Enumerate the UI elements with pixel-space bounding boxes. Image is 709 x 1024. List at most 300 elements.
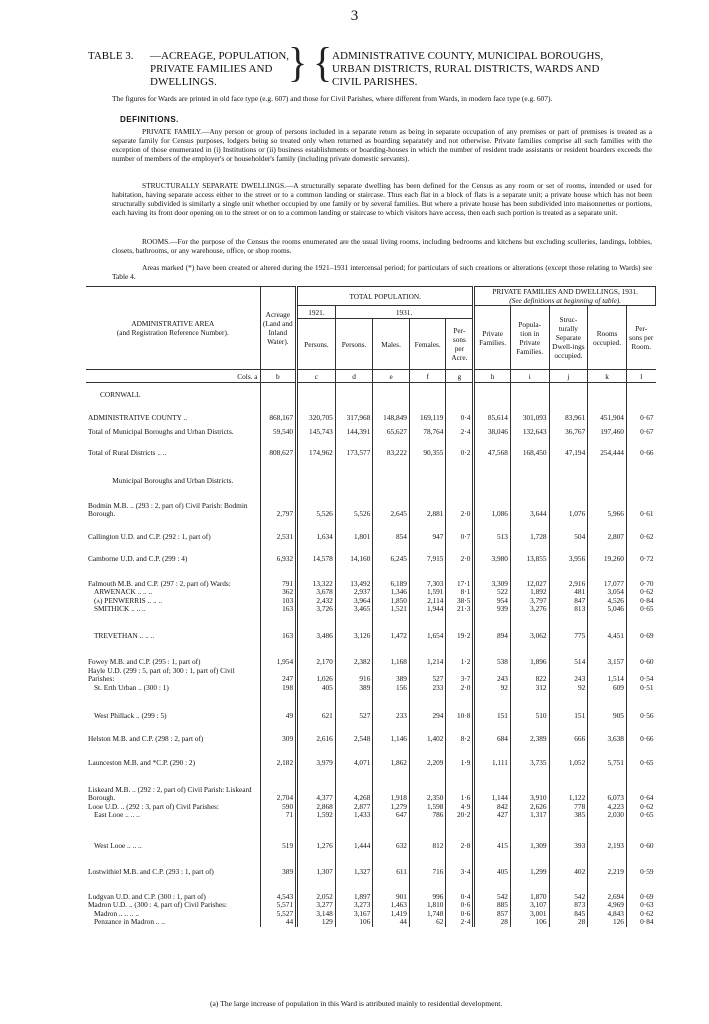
table-cell: 163	[260, 605, 297, 614]
table-cell: 2,193	[588, 820, 627, 851]
table-cell: 3,157	[588, 640, 627, 667]
table-cell: 3,126	[335, 614, 373, 641]
table-cell: 243	[474, 667, 511, 684]
table-cell: 90,355	[409, 437, 446, 458]
table-row	[86, 605, 656, 614]
table-cell: 1,748	[409, 910, 446, 919]
table-cell: 3,001	[510, 910, 549, 919]
table-row	[86, 877, 656, 902]
table-cell: 3·4	[446, 850, 474, 877]
table-body	[86, 383, 656, 927]
table-cell: 0·62	[626, 803, 655, 812]
table-cell: 427	[474, 811, 511, 820]
header-persons-per-acre: Per-sons per Acre.	[446, 319, 474, 370]
table-cell	[474, 383, 511, 400]
table-cell: 44	[260, 918, 297, 927]
table-cell: 389	[373, 667, 410, 684]
table-cell: 320,705	[297, 400, 336, 423]
table-row	[86, 768, 656, 803]
brace-close: }	[288, 38, 308, 87]
table-cell: 2,209	[409, 743, 446, 768]
column-letter: h	[474, 370, 511, 383]
column-letter: f	[409, 370, 446, 383]
table-cell: 3,062	[510, 614, 549, 641]
table-row	[86, 486, 656, 519]
table-cell: 3,054	[588, 588, 627, 597]
table-cell: 2,807	[588, 519, 627, 542]
table-cell: 1,592	[297, 811, 336, 820]
table-cell: 939	[474, 605, 511, 614]
table-cell: 1,728	[510, 519, 549, 542]
table-cell: 3,735	[510, 743, 549, 768]
table-cell: 393	[549, 820, 588, 851]
table-cell: 13,855	[510, 541, 549, 564]
table-cell: 0·6	[446, 901, 474, 910]
table-row	[86, 400, 656, 423]
table-cell: 12,027	[510, 564, 549, 589]
table-cell: 6,932	[260, 541, 297, 564]
table-cell: 6,073	[588, 768, 627, 803]
header-private-families: Private Families.	[474, 306, 511, 370]
table-cell: 1,654	[409, 614, 446, 641]
table-cell: 1,954	[260, 640, 297, 667]
title-right-line: ADMINISTRATIVE COUNTY, MUNICIPAL BOROUGHS,	[332, 50, 604, 62]
row-label: Launceston M.B. and *C.P. (290 : 2)	[88, 758, 196, 767]
row-label: Madron .. .. .. ..	[94, 908, 139, 918]
table-cell: 3,277	[297, 901, 336, 910]
table-cell: 78,764	[409, 422, 446, 437]
table-cell: 3,956	[549, 541, 588, 564]
table-cell: 389	[335, 684, 373, 693]
table-cell: 1,598	[409, 803, 446, 812]
table-cell: 1,801	[335, 519, 373, 542]
table-cell: 1,346	[373, 588, 410, 597]
header-1921: 1921.	[297, 306, 336, 319]
table-cell: 791	[260, 564, 297, 589]
table-cell: 2,382	[335, 640, 373, 667]
table-cell: 2·4	[446, 918, 474, 927]
table-cell: 1,144	[474, 768, 511, 803]
table-cell: 4,969	[588, 901, 627, 910]
definition-rooms: ROOMS.—For the purpose of the Census the rooms enumerated are the usual living rooms, including bedrooms and kitchens but excluding sculleries, landings, lobbies, closets, bathrooms, or any warehouse, office, or shop rooms.	[112, 237, 652, 255]
header-pfd-sub: (See definitions at beginning of table).	[509, 296, 622, 305]
table-label: TABLE 3.	[88, 50, 134, 62]
table-cell: 611	[373, 850, 410, 877]
header-1931: 1931.	[335, 306, 474, 319]
table-cell: 451,904	[588, 400, 627, 423]
row-label: Hayle U.D. (299 : 5, part of; 300 : 1, part of) Civil Parishes:	[88, 665, 235, 683]
table-cell: 1,026	[297, 667, 336, 684]
table-cell: 44	[373, 918, 410, 927]
table-row	[86, 918, 656, 927]
table-row	[86, 901, 656, 910]
column-letter: d	[335, 370, 373, 383]
table-cell: 233	[409, 684, 446, 693]
header-persons-1921: Persons.	[297, 319, 336, 370]
row-label: Helston M.B. and C.P. (298 : 2, part of)	[88, 733, 204, 743]
table-cell	[297, 457, 336, 486]
table-cell: 1,111	[474, 743, 511, 768]
table-cell: 1,810	[409, 901, 446, 910]
column-letter: b	[260, 370, 297, 383]
table-cell: 1,146	[373, 721, 410, 744]
row-label: Camborne U.D. and C.P. (299 : 4)	[88, 554, 188, 563]
table-cell: 0·63	[626, 901, 655, 910]
table-row	[86, 422, 656, 437]
table-cell: 169,119	[409, 400, 446, 423]
intro-note: The figures for Wards are printed in old face type (e.g. 607) and those for Civil Parishes, where different from Wards, in modern face type (e.g. 607).	[112, 94, 553, 103]
table-cell: 92	[474, 684, 511, 693]
table-cell: 92	[549, 684, 588, 693]
table-cell: 1,862	[373, 743, 410, 768]
table-cell: 609	[588, 684, 627, 693]
table-cell: 3,979	[297, 743, 336, 768]
table-cell: 49	[260, 692, 297, 721]
table-cell: 0·72	[626, 541, 655, 564]
table-cell: 1,944	[409, 605, 446, 614]
table-cell: 301,093	[510, 400, 549, 423]
table-cell: 3,964	[335, 597, 373, 606]
table-cell: 3·7	[446, 667, 474, 684]
table-cell	[335, 457, 373, 486]
table-cell: 254,444	[588, 437, 627, 458]
table-cell: 1,419	[373, 910, 410, 919]
header-area-label: ADMINISTRATIVE AREA	[131, 319, 215, 328]
table-cell: 3,148	[297, 910, 336, 919]
row-label: Bodmin M.B. .. (293 : 2, part of) Civil Parish: Bodmin Borough.	[88, 500, 248, 518]
table-cell: 243	[549, 667, 588, 684]
table-cell: 1,307	[297, 850, 336, 877]
table-cell: 1,052	[549, 743, 588, 768]
table-cell: 0·70	[626, 564, 655, 589]
table-cell: 405	[474, 850, 511, 877]
row-label: Callington U.D. and C.P. (292 : 1, part of)	[88, 531, 211, 541]
table-cell: 0·66	[626, 437, 655, 458]
table-cell: 233	[373, 692, 410, 721]
row-label: Madron U.D. .. (300 : 4, part of) Civil Parishes:	[88, 900, 228, 909]
table-cell: 1,918	[373, 768, 410, 803]
table-row	[86, 614, 656, 641]
table-cell: 1,850	[373, 597, 410, 606]
table-cell	[626, 383, 655, 400]
table-cell: 1,591	[409, 588, 446, 597]
table-cell: 842	[474, 803, 511, 812]
table-cell: 1,309	[510, 820, 549, 851]
table-cell: 590	[260, 803, 297, 812]
row-label: Fowey M.B. and C.P. (295 : 1, part of)	[88, 657, 201, 666]
table-cell: 854	[373, 519, 410, 542]
table-cell: 647	[373, 811, 410, 820]
table-cell: 106	[510, 918, 549, 927]
table-cell: 0·62	[626, 519, 655, 542]
table-cell: 542	[549, 877, 588, 902]
table-cell: 38·5	[446, 597, 474, 606]
column-letter: k	[588, 370, 627, 383]
table-cell: 2·8	[446, 820, 474, 851]
column-letter: g	[446, 370, 474, 383]
table-cell: 1,521	[373, 605, 410, 614]
table-cell: 813	[549, 605, 588, 614]
row-label: TREVETHAN .. .. ..	[94, 630, 155, 640]
table-cell: 2,877	[335, 803, 373, 812]
table-cell: 71	[260, 811, 297, 820]
table-cell: 20·2	[446, 811, 474, 820]
table-cell: 1,168	[373, 640, 410, 667]
table-cell: 0·59	[626, 850, 655, 877]
table-cell: 17,077	[588, 564, 627, 589]
table-cell: 0·2	[446, 437, 474, 458]
table-cell: 812	[409, 820, 446, 851]
table-cell: 894	[474, 614, 511, 641]
table-row	[86, 519, 656, 542]
table-row	[86, 820, 656, 851]
table-cell: 106	[335, 918, 373, 927]
header-acreage: Acreage (Land and Inland Water).	[260, 287, 297, 370]
table-cell: 519	[260, 820, 297, 851]
table-cell: 129	[297, 918, 336, 927]
table-cell: 362	[260, 588, 297, 597]
table-cell: 868,167	[260, 400, 297, 423]
row-label: Penzance in Madron .. ..	[94, 917, 165, 926]
table-cell: 132,643	[510, 422, 549, 437]
table-cell: 716	[409, 850, 446, 877]
table-cell: 6,245	[373, 541, 410, 564]
table-cell: 385	[549, 811, 588, 820]
table-cell: 786	[409, 811, 446, 820]
table-cell: 0·65	[626, 605, 655, 614]
table-cell: 2·0	[446, 684, 474, 693]
table-cell: 3,486	[297, 614, 336, 641]
table-cell: 2,170	[297, 640, 336, 667]
table-cell: 0·51	[626, 684, 655, 693]
table-cell: 3,797	[510, 597, 549, 606]
table-cell: 2,868	[297, 803, 336, 812]
table-row	[86, 667, 656, 684]
title-left	[150, 50, 289, 89]
title-left-line: PRIVATE FAMILIES AND	[150, 63, 273, 75]
table-cell: 5,571	[260, 901, 297, 910]
table-cell: 481	[549, 588, 588, 597]
row-label: CORNWALL	[100, 390, 141, 399]
table-cell: 0·69	[626, 614, 655, 641]
table-cell	[446, 383, 474, 400]
table-cell: 317,968	[335, 400, 373, 423]
row-label: Liskeard M.B. .. (292 : 2, part of) Civil Parish: Liskeard Borough.	[88, 784, 252, 802]
table-cell: 4,843	[588, 910, 627, 919]
table-cell: 8·1	[446, 588, 474, 597]
table-cell: 901	[373, 877, 410, 902]
table-cell: 2,881	[409, 486, 446, 519]
column-letter: j	[549, 370, 588, 383]
row-label: Municipal Boroughs and Urban Districts.	[112, 476, 234, 485]
table-cell: 3,276	[510, 605, 549, 614]
table-cell	[373, 383, 410, 400]
table-row	[86, 564, 656, 589]
table-cell: 0·65	[626, 743, 655, 768]
table-cell: 2,219	[588, 850, 627, 877]
table-cell: 4,451	[588, 614, 627, 641]
table-cell: 0·6	[446, 910, 474, 919]
column-letter: l	[626, 370, 655, 383]
table-cell: 1,086	[474, 486, 511, 519]
table-cell: 847	[549, 597, 588, 606]
table-cell: 156	[373, 684, 410, 693]
table-cell: 173,577	[335, 437, 373, 458]
table-cell: 0·62	[626, 910, 655, 919]
definition-private-family: PRIVATE FAMILY.—Any person or group of persons included in a separate return as being in separate occupation of any premises or part of premises is treated as a separate family for Census purposes, lodgers being so treated only when returned as boarding separately and not otherwise. Private families comprise all such families with the exception of those enumerated in (i) Institutions or (ii) business establishments or boarding-houses in which the number of resident trade assistants or resident boarders exceeds the number of members of the employer's or householder's family (including private domestic servants).	[112, 127, 652, 163]
table-cell: 163	[260, 614, 297, 641]
table-cell: 2,350	[409, 768, 446, 803]
table-cell: 0·66	[626, 721, 655, 744]
table-cell: 542	[474, 877, 511, 902]
row-label: ARWENACK .. .. ..	[94, 587, 153, 596]
table-cell: 103	[260, 597, 297, 606]
table-cell: 0·65	[626, 811, 655, 820]
title-right-line: CIVIL PARISHES.	[332, 76, 418, 88]
table-cell: 527	[335, 692, 373, 721]
table-cell: 510	[510, 692, 549, 721]
table-cell: 1·6	[446, 768, 474, 803]
table-cell: 538	[474, 640, 511, 667]
table-cell: 28	[474, 918, 511, 927]
table-cell: 312	[510, 684, 549, 693]
table-cell: 2,114	[409, 597, 446, 606]
table-cell: 3,273	[335, 901, 373, 910]
table-cell: 1,870	[510, 877, 549, 902]
table-cell: 3,910	[510, 768, 549, 803]
row-label: ADMINISTRATIVE COUNTY ..	[88, 412, 188, 422]
header-pfd-label: PRIVATE FAMILIES AND DWELLINGS, 1931.	[492, 287, 639, 296]
table-cell: 168,450	[510, 437, 549, 458]
table-cell	[260, 457, 297, 486]
table-cell: 845	[549, 910, 588, 919]
table-cell	[297, 383, 336, 400]
table-cell: 5,751	[588, 743, 627, 768]
table-cell: 2,548	[335, 721, 373, 744]
table-cell: 2,704	[260, 768, 297, 803]
table-cell: 3,309	[474, 564, 511, 589]
column-letter: Cols. a	[86, 370, 260, 383]
table-cell: 775	[549, 614, 588, 641]
table-cell: 4,377	[297, 768, 336, 803]
table-cell: 8·2	[446, 721, 474, 744]
table-cell: 62	[409, 918, 446, 927]
table-cell: 684	[474, 721, 511, 744]
table-cell: 0·84	[626, 918, 655, 927]
table-row	[86, 541, 656, 564]
table-cell	[335, 383, 373, 400]
table-row	[86, 721, 656, 744]
table-row	[86, 811, 656, 820]
column-letter: e	[373, 370, 410, 383]
table-cell: 148,849	[373, 400, 410, 423]
table-row	[86, 437, 656, 458]
table-cell: 13,492	[335, 564, 373, 589]
definition-dwellings: STRUCTURALLY SEPARATE DWELLINGS.—A structurally separate dwelling has been defined for the Census as any room or set of rooms, intended or used for habitation, having separate access either to the street or to a common landing or staircase. Thus each flat in a block of flats is a separate unit; a private house which has not been structurally subdivided is similarly a single unit whether occupied by one family or by several families. But where a private house has been subdivided into maisonnettes or portions, each having its front door opening on to the street or on to a common landing or staircase to which visitors have access, then each such portion is treated as a separate unit.	[112, 181, 652, 217]
table-cell: 14,578	[297, 541, 336, 564]
table-cell	[549, 457, 588, 486]
table-cell: 632	[373, 820, 410, 851]
row-label: West Looe .. .. ..	[94, 840, 142, 850]
title-left-line: DWELLINGS.	[150, 76, 217, 88]
table-cell: 5,046	[588, 605, 627, 614]
header-persons-1931: Persons.	[335, 319, 373, 370]
table-cell: 2,030	[588, 811, 627, 820]
table-cell: 857	[474, 910, 511, 919]
table-cell: 247	[260, 667, 297, 684]
table-row	[86, 803, 656, 812]
table-cell: 0·7	[446, 519, 474, 542]
table-cell: 17·1	[446, 564, 474, 589]
table-row	[86, 588, 656, 597]
table-row	[86, 850, 656, 877]
row-label: Total of Municipal Boroughs and Urban Districts.	[88, 427, 234, 436]
table-cell: 0·4	[446, 877, 474, 902]
table-cell: 389	[260, 850, 297, 877]
table-cell: 3,465	[335, 605, 373, 614]
table-cell: 1·9	[446, 743, 474, 768]
table-cell: 405	[297, 684, 336, 693]
header-dwellings: Struc-turally Separate Dwell-ings occupied.	[549, 306, 588, 370]
table-cell: 10·8	[446, 692, 474, 721]
table-cell	[549, 383, 588, 400]
table-cell: 0·67	[626, 400, 655, 423]
table-row	[86, 692, 656, 721]
table-cell: 7,303	[409, 564, 446, 589]
table-cell: 47,568	[474, 437, 511, 458]
table-cell	[510, 457, 549, 486]
table-cell	[588, 457, 627, 486]
table-cell: 1,276	[297, 820, 336, 851]
table-cell: 38,046	[474, 422, 511, 437]
table-cell: 1,634	[297, 519, 336, 542]
table-cell: 2,937	[335, 588, 373, 597]
table-cell: 21·3	[446, 605, 474, 614]
table-cell: 2,616	[297, 721, 336, 744]
column-letter: i	[510, 370, 549, 383]
table-cell: 2,694	[588, 877, 627, 902]
table-cell: 905	[588, 692, 627, 721]
table-cell: 1,463	[373, 901, 410, 910]
table-cell: 916	[335, 667, 373, 684]
table-cell: 1,433	[335, 811, 373, 820]
table-cell: 2,916	[549, 564, 588, 589]
table-cell: 0·60	[626, 640, 655, 667]
table-cell: 151	[474, 692, 511, 721]
table-cell: 1,444	[335, 820, 373, 851]
table-cell: 2,797	[260, 486, 297, 519]
table-cell: 3,678	[297, 588, 336, 597]
table-row	[86, 684, 656, 693]
row-label: Ludgvan U.D. and C.P. (300 : 1, part of)	[88, 891, 206, 901]
row-label: St. Erth Urban .. (300 : 1)	[94, 682, 169, 692]
table-cell	[626, 457, 655, 486]
table-cell: 83,222	[373, 437, 410, 458]
table-cell: 621	[297, 692, 336, 721]
table-cell: 5,966	[588, 486, 627, 519]
table-cell: 778	[549, 803, 588, 812]
row-label: West Phillack .. (299 : 5)	[94, 711, 167, 720]
table-cell: 6,189	[373, 564, 410, 589]
table-cell: 0·61	[626, 486, 655, 519]
header-pfd	[474, 287, 656, 306]
row-label: Total of Rural Districts .. ..	[88, 447, 167, 457]
table-cell: 2,052	[297, 877, 336, 902]
title-right-line: URBAN DISTRICTS, RURAL DISTRICTS, WARDS AND	[332, 63, 600, 75]
table-cell: 144,391	[335, 422, 373, 437]
table-cell: 2,531	[260, 519, 297, 542]
table-cell: 126	[588, 918, 627, 927]
